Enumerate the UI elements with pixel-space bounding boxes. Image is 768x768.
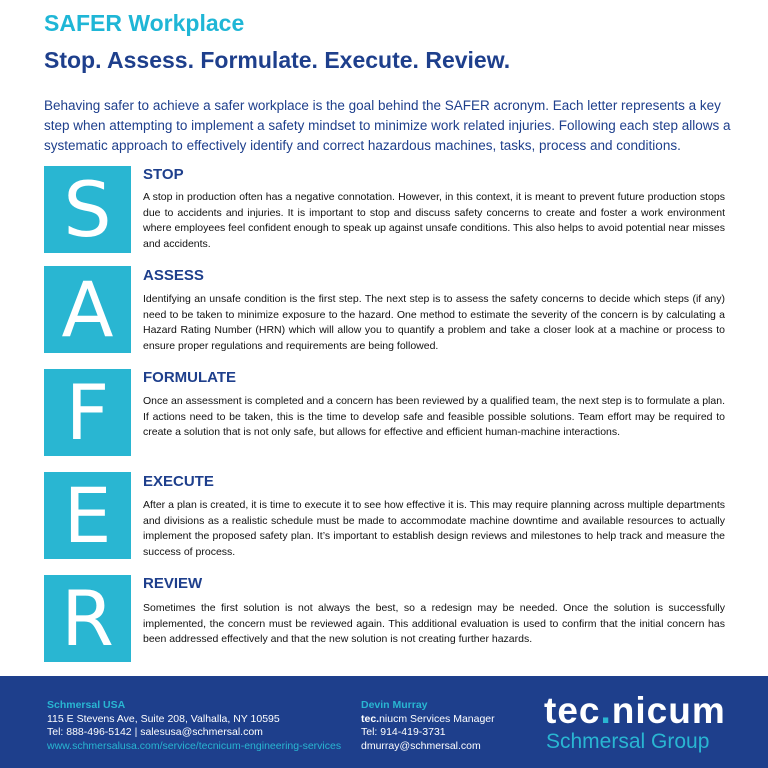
section-heading-stop: STOP: [143, 166, 184, 183]
footer-contact-role-brand: tec.: [361, 712, 380, 725]
footer-address: 115 E Stevens Ave, Suite 208, Valhalla, NY 10595: [47, 712, 280, 725]
section-heading-execute: EXECUTE: [143, 473, 214, 490]
tecnicum-logo: [544, 690, 726, 732]
section-body-review: Sometimes the first solution is not always the best, so a redesign may be needed. Once the solution is successfully implemented, the concern must be reviewed again. This additional evaluation is used to confirm that the initial concern has been addressed effectively and that the new solution is not creating further hazards.: [143, 602, 725, 645]
section-body-assess: Identifying an unsafe condition is the first step. The next step is to assess the safety concerns to decide which steps (if any) need to be taken to minimize exposure to the hazard. One method to estimate the severity of the concern is by calculating a Hazard Rating Number (HRN) which will allow you to quantify a problem and take a closer look at a machine or process to ensure proper regulations and requirements are being followed.: [143, 293, 725, 352]
section-body-stop: A stop in production often has a negative connotation. However, in this context, it is meant to prevent future production stops due to accidents and injuries. It is important to stop and discuss safety concerns to create and foster a work environment where employees feel confident enough to speak up against unsafe conditions. This also helps to avoid potential near misses and accidents.: [143, 191, 725, 250]
footer-company-name: Schmersal USA: [47, 699, 126, 711]
footer-contact-role: [361, 713, 495, 727]
section-heading-assess: ASSESS: [143, 267, 204, 284]
section-heading-review: REVIEW: [143, 575, 203, 592]
page-title: SAFER Workplace: [44, 10, 245, 36]
intro-paragraph: Behaving safer to achieve a safer workplace is the goal behind the SAFER acronym. Each letter represents a key step when attempting to implement a safety mindset to minimize work related injuries. Following each step allows a systematic approach to effectively identify and correct hazardous machines, tasks, process and conditions.: [44, 98, 731, 153]
logo-text-nicum: nicum: [611, 690, 726, 731]
footer-contact-name: Devin Murray: [361, 699, 428, 711]
letter-tile-f: F: [44, 369, 131, 456]
footer-contact-tel: Tel: 914-419-3731: [361, 726, 446, 738]
footer-contact-info: [361, 699, 495, 753]
letter-tile-a: A: [44, 266, 131, 353]
logo-text-tec: tec: [544, 690, 601, 731]
section-body-execute: After a plan is created, it is time to execute it to see how effective it is. This may require planning across multiple departments and divisions as a realistic schedule must be made to accommodate machine downtime and available resources to actually implement the proposed safety plan. It’s important to establish design reviews and milestones to help track and measure the success of process.: [143, 499, 725, 558]
page-subtitle: Stop. Assess. Formulate. Execute. Review.: [44, 47, 511, 73]
footer-website-link[interactable]: www.schmersalusa.com/service/tecnicum-engineering-services: [47, 739, 342, 752]
letter-tile-s: S: [44, 166, 131, 253]
section-heading-formulate: FORMULATE: [143, 369, 237, 386]
footer-company-info: [47, 699, 341, 753]
logo-dot: .: [600, 690, 612, 731]
letter-tile-r: R: [44, 575, 131, 662]
footer-contact-email[interactable]: dmurray@schmersal.com: [361, 739, 481, 752]
footer-contact-role-text: niucm Services Manager: [379, 712, 495, 725]
footer-tel-email[interactable]: Tel: 888-496-5142 | salesusa@schmersal.com: [47, 726, 263, 738]
footer-bar: [0, 676, 768, 768]
section-body-formulate: Once an assessment is completed and a concern has been reviewed by a qualified team, the next step is to formulate a plan. If actions need to be taken, this is the time to develop safe and feasible possible solutions. Team effort may be required to create a solution that is not only safe, but allows for effective and efficient human-machine interactions.: [143, 395, 725, 438]
schmersal-group-logo: Schmersal Group: [546, 730, 710, 753]
letter-tile-e: E: [44, 472, 131, 559]
